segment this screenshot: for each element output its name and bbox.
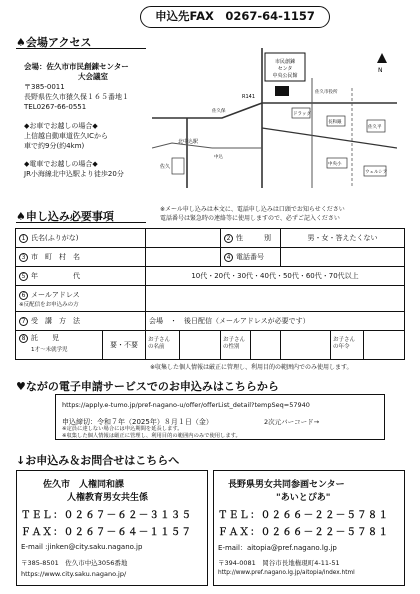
form-row-age (16, 267, 405, 286)
heart-icon: ♥ (16, 380, 26, 393)
contact-box-saku (16, 470, 208, 586)
saku-url[interactable]: https://www.city.saku.nagano.jp/ (21, 570, 127, 578)
contact-heading-text: お申込み＆お問合せはこちらへ (25, 454, 180, 467)
childcare-need[interactable]: 要・不要 (110, 341, 138, 349)
deadline-text: 申込締切：令和７年（2025年）８月１日（金） (62, 418, 213, 426)
aitopia-org2: "あいとぴあ" (276, 493, 331, 503)
map-label-park: 中央公民館 (272, 73, 298, 79)
spade-icon: ♠ (16, 36, 26, 49)
aitopia-address: 〒394-0081 岡谷市長地権現町4-11-51 (218, 559, 340, 567)
saku-address: 〒385-8501 佐久市中込3056番地 (21, 559, 128, 567)
online-heading (16, 378, 279, 394)
input-name[interactable] (146, 229, 221, 248)
label-name: 1 氏名(ふりがな) (16, 229, 146, 248)
access-heading-text: 会場アクセス (25, 36, 92, 49)
child-name-label: お子さん の名前 (146, 331, 180, 359)
map-label-shop2: ウェルシア (365, 170, 388, 175)
venue-postal: 〒385-0011 (24, 83, 65, 91)
map-label-post: 佐久平 (368, 125, 382, 130)
saku-fax: ＦＡＸ：０２６７－６４－１１５７ (21, 527, 193, 538)
divider (16, 48, 146, 49)
venue-line1: 会場：佐久市市民創錬センター (24, 62, 129, 71)
map-label-school: 中央小 (328, 162, 342, 167)
online-heading-text: ながの電子申請サービスでのお申込みはこちらから (25, 380, 279, 393)
application-url-link[interactable]: https://apply.e-tumo.jp/pref-nagano-u/offer/offerList_detail?tempSeq=57940 (62, 401, 310, 409)
input-email[interactable] (146, 286, 405, 312)
form-row-city (16, 248, 405, 267)
childcare-sex-cell (221, 331, 281, 360)
child-spacer (281, 331, 330, 359)
form-row-method (16, 312, 405, 331)
qr-code-label: 2次元バーコード→ (264, 418, 320, 426)
train-line1: JR小海線北中込駅より徒歩20分 (24, 170, 124, 178)
aitopia-url[interactable]: http://www.pref.nagano.lg.jp/aitopia/index.html (218, 570, 355, 576)
label-age: 5 年 代 (16, 267, 146, 286)
apply-note2: 電話番号は緊急時の連絡等に使用しますので、必ずご記入ください (160, 215, 340, 222)
venue-line2: 大会議室 (78, 72, 108, 81)
arrow-down-icon: ↓ (16, 454, 26, 467)
application-form-table (15, 228, 405, 360)
train-title: ◆電車でお越しの場合◆ (24, 160, 98, 168)
apply-heading-text: 申し込み必要事項 (25, 210, 114, 223)
aitopia-tel: ＴＥＬ：０２６６－２２－５７８１ (218, 510, 390, 521)
fax-header: 申込先FAX 0267-64-1157 (140, 6, 330, 28)
contact-heading (16, 452, 179, 468)
map-label-b: 中込 (214, 155, 223, 160)
input-age[interactable]: 10代・20代・30代・40代・50代・60代・70代以上 (146, 267, 405, 286)
childcare-age-cell (281, 331, 405, 360)
map-label-a: 佐久保 (212, 109, 226, 114)
deadline-note2: ※収集した個人情報は厳正に管理し、利用目的の範囲内のみで使用します。 (62, 432, 241, 439)
map-label-venue1: 市民創錬 (274, 59, 296, 65)
map-label-north: N (378, 67, 383, 74)
contact-box-aitopia (213, 470, 405, 586)
spade-icon: ♠ (16, 210, 26, 223)
map-label-store: ドラッグ (293, 112, 311, 117)
divider (16, 222, 146, 223)
map-label-c: 佐久市役所 (315, 90, 338, 95)
online-info-box (55, 394, 385, 440)
saku-org1: 佐久市 人権同和課 (43, 480, 125, 490)
car-line2: 車で約9分(約4km) (24, 142, 85, 150)
map-label-loop: 佐久 (160, 164, 171, 170)
saku-tel: ＴＥＬ：０２６７－６２－３１３５ (21, 510, 193, 521)
apply-note1: ※メール申し込みは本文に、電話申し込みは口頭でお知らせください (160, 206, 345, 213)
child-sex-label: お子さん の性別 (221, 331, 251, 359)
label-gender: 2 性 別 (221, 229, 281, 248)
childcare-name-cell (146, 331, 221, 360)
form-row-childcare (16, 331, 405, 360)
venue-address: 長野県佐久市猿久保１６５番地１ (24, 93, 129, 101)
input-city[interactable] (146, 248, 221, 267)
form-row-name (16, 229, 405, 248)
child-age-label: お子さん の年令 (330, 331, 364, 359)
map-label-station: 北中込駅 (178, 139, 199, 145)
deadline-notes (62, 426, 241, 439)
aitopia-org1: 長野県男女共同参画センター (228, 480, 345, 490)
access-map (152, 48, 397, 188)
car-line1: 上信越自動車道佐久ICから (24, 132, 108, 140)
saku-org2: 人権教育男女共生係 (67, 493, 149, 503)
car-title: ◆お車でお越しの場合◆ (24, 122, 98, 130)
child-sex-input[interactable] (251, 331, 280, 359)
input-gender[interactable]: 男・女・答えたくない (281, 229, 405, 248)
saku-email[interactable]: E-mail :jinken@city.saku.nagano.jp (21, 543, 143, 551)
privacy-note: ※収集した個人情報は厳正に管理し、利用目的の範囲内でのみ使用します。 (150, 364, 353, 371)
label-email: 6 メールアドレス ※反配信をお申込みの方 (16, 286, 146, 312)
label-method: 7 受 講 方 法 (16, 312, 146, 331)
map-label-venue2: センタ (277, 66, 293, 72)
venue-tel: TEL0267-66-0551 (24, 103, 87, 111)
map-label-bank: 長和銀 (328, 120, 342, 125)
input-method[interactable]: 会場 ・ 後日配信（メールアドレスが必要です） (146, 312, 405, 331)
child-age-input[interactable] (364, 331, 404, 359)
label-city: 3 市 町 村 名 (16, 248, 146, 267)
input-phone[interactable] (281, 248, 405, 267)
deadline-note1: ※定員に達しない場合には申込期間を延長します。 (62, 426, 183, 432)
aitopia-fax: ＦＡＸ：０２６６－２２－５７８１ (218, 527, 390, 538)
label-childcare: 8 託 児 1才～未就学児 要・不要 (16, 331, 146, 360)
label-phone: 4 電話番号 (221, 248, 281, 267)
form-row-email (16, 286, 405, 312)
map-label-route: R141 (242, 94, 256, 100)
child-name-input[interactable] (180, 331, 220, 359)
aitopia-email[interactable]: E-mail：aitopia@pref.nagano.lg.jp (218, 544, 337, 552)
